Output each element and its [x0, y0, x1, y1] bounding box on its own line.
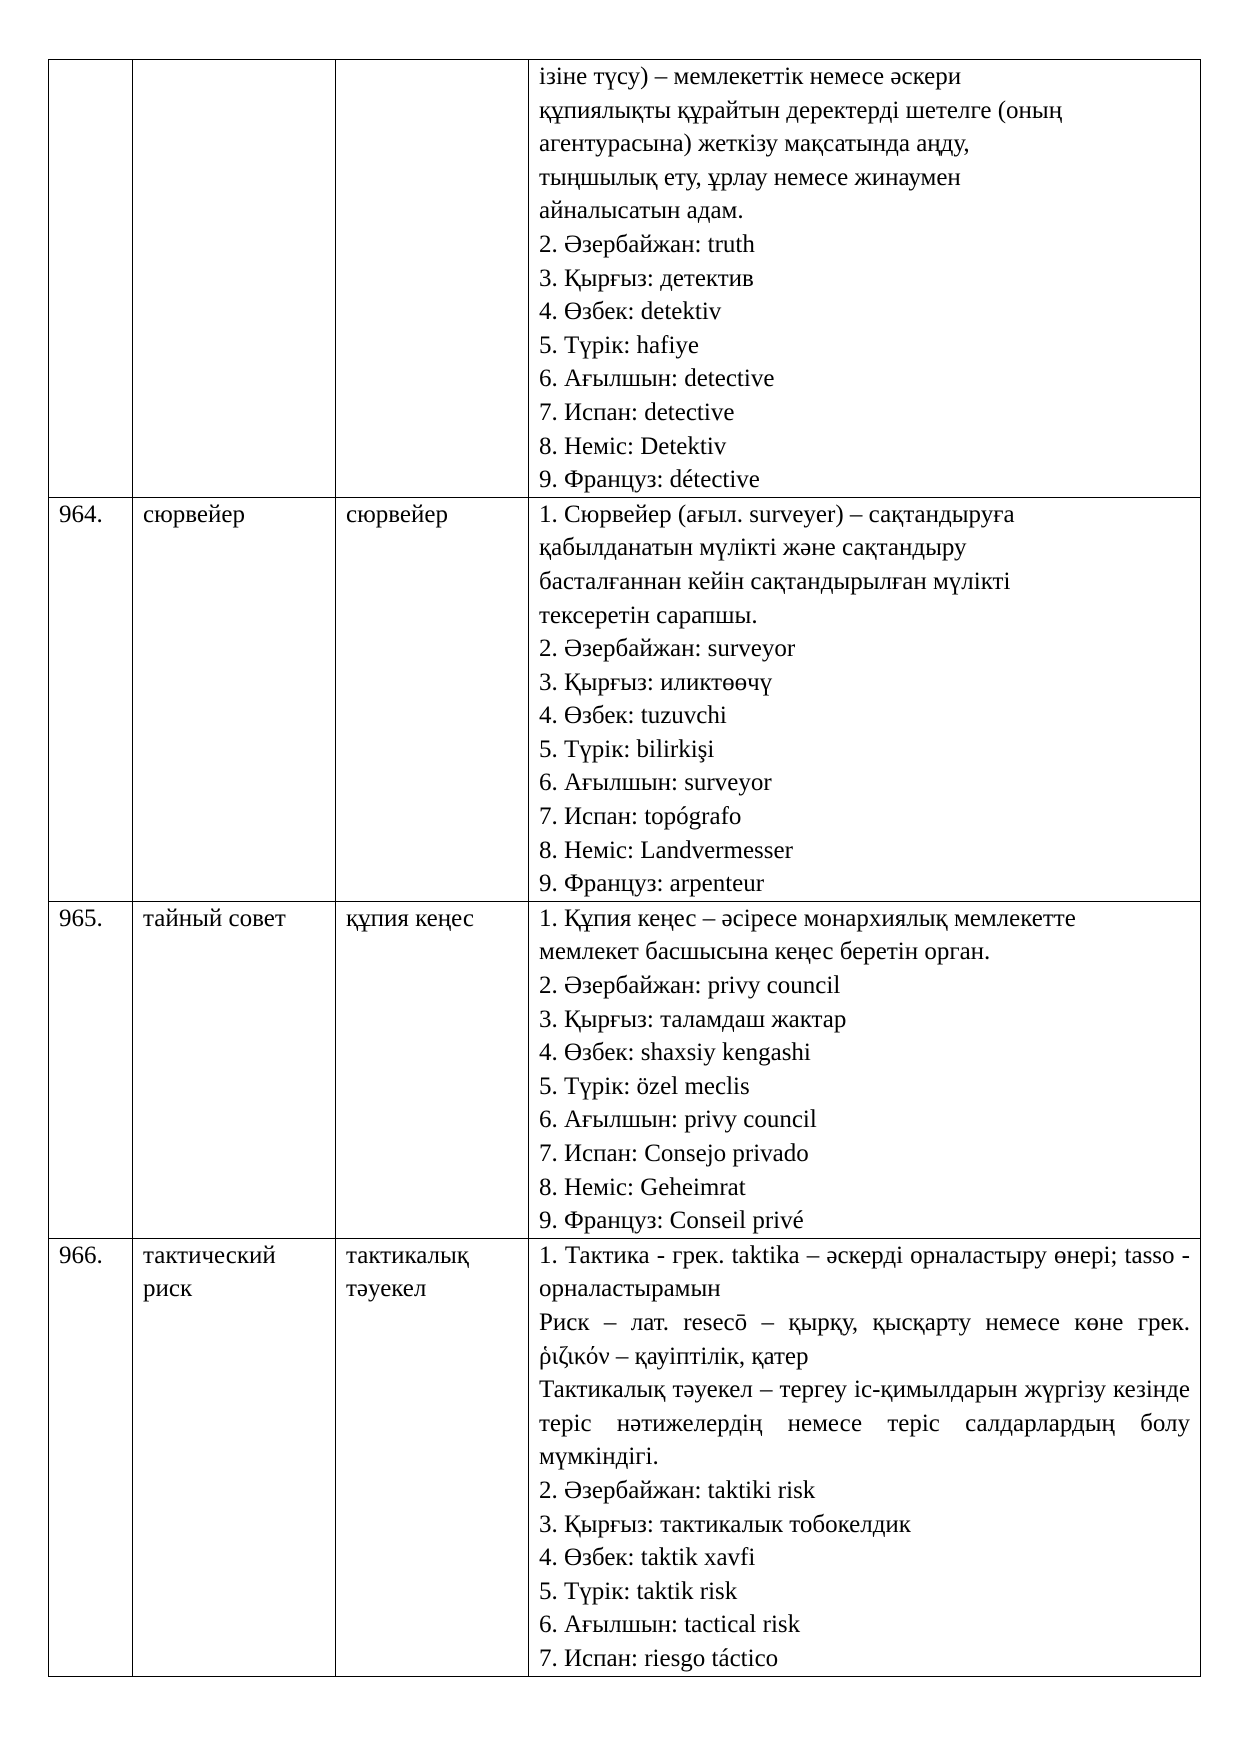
translation-azerbaijani: 2. Әзербайжан: surveyor — [539, 635, 796, 663]
description-line: тыңшылық ету, ұрлау немесе жинаумен — [539, 163, 961, 191]
entry-number — [49, 60, 133, 498]
table-row — [49, 497, 1201, 901]
table-row — [49, 1238, 1201, 1676]
description-line: 1. Құпия кеңес – әсіресе монархиялық мемлекетте — [539, 904, 1076, 932]
entry-number: 966. — [49, 1238, 133, 1676]
translation-turkish: 5. Түрік: taktik risk — [539, 1577, 738, 1605]
translation-german: 8. Неміс: Detektiv — [539, 432, 727, 460]
russian-term: тайный совет — [133, 901, 336, 1238]
translation-uzbek: 4. Өзбек: tuzuvchi — [539, 702, 727, 730]
description-line: айналысатын адам. — [539, 197, 744, 225]
translation-azerbaijani: 2. Әзербайжан: privy council — [539, 972, 841, 1000]
entry-number: 964. — [49, 497, 133, 901]
entry-description — [529, 60, 1201, 498]
description-line: қабылданатын мүлікті және сақтандыру — [539, 534, 967, 562]
translation-uzbek: 4. Өзбек: taktik xavfi — [539, 1544, 756, 1572]
description-line: тексеретін сарапшы. — [539, 601, 758, 629]
description-line: ізіне түсу) – мемлекеттік немесе әскери — [539, 63, 962, 90]
kazakh-term: сюрвейер — [336, 497, 529, 901]
entry-number: 965. — [49, 901, 133, 1238]
translation-azerbaijani: 2. Әзербайжан: truth — [539, 230, 755, 258]
kazakh-term: құпия кеңес — [336, 901, 529, 1238]
entry-description — [529, 497, 1201, 901]
etymology-paragraph: Риск – лат. resecō – қырқу, қысқарту немесе көне грек. ῥιζικόν – қауіптілік, қатер — [539, 1308, 1190, 1370]
translation-azerbaijani: 2. Әзербайжан: taktiki risk — [539, 1476, 816, 1504]
translation-spanish: 7. Испан: riesgo táctico — [539, 1644, 779, 1672]
description-line: мемлекет басшысына кеңес беретін орган. — [539, 938, 991, 966]
translation-spanish: 7. Испан: detective — [539, 398, 735, 426]
entry-description — [529, 1238, 1201, 1676]
translation-english: 6. Ағылшын: surveyor — [539, 769, 772, 797]
glossary-table — [48, 59, 1201, 1677]
translation-kyrgyz: 3. Қырғыз: таламдаш жактар — [539, 1005, 847, 1033]
translation-turkish: 5. Түрік: hafiye — [539, 331, 700, 359]
glossary-body — [49, 60, 1201, 1677]
translation-uzbek: 4. Өзбек: shaxsiy kengashi — [539, 1039, 811, 1067]
translation-german: 8. Неміс: Landvermesser — [539, 836, 793, 864]
table-row — [49, 60, 1201, 498]
russian-term — [133, 60, 336, 498]
translation-uzbek: 4. Өзбек: detektiv — [539, 298, 722, 326]
kazakh-term — [336, 60, 529, 498]
description-line: агентурасына) жеткізу мақсатында аңду, — [539, 130, 970, 158]
description-line: 1. Сюрвейер (ағыл. surveyer) – сақтандыруға — [539, 500, 1015, 528]
translation-kyrgyz: 3. Қырғыз: детектив — [539, 264, 754, 292]
translation-spanish: 7. Испан: topógrafo — [539, 803, 742, 831]
translation-german: 8. Неміс: Geheimrat — [539, 1173, 746, 1201]
etymology-paragraph: 1. Тактика - грек. taktika – әскерді орналастыру өнері; tasso - орналастырамын — [539, 1241, 1190, 1303]
translation-english: 6. Ағылшын: privy council — [539, 1106, 817, 1134]
translation-french: 9. Француз: Conseil privé — [539, 1207, 804, 1235]
definition-paragraph: Тактикалық тәуекел – тергеу іс-қимылдарын жүргізу кезінде теріс нәтижелердің немесе теріс салдарлардың болу мүмкіндігі. — [539, 1376, 1190, 1471]
translation-turkish: 5. Түрік: bilirkişi — [539, 735, 715, 763]
kazakh-term: тактикалық тәуекел — [336, 1238, 529, 1676]
translation-kyrgyz: 3. Қырғыз: иликтөөчү — [539, 668, 773, 696]
russian-term: тактический риск — [133, 1238, 336, 1676]
entry-description — [529, 901, 1201, 1238]
translation-english: 6. Ағылшын: tactical risk — [539, 1611, 801, 1639]
translation-english: 6. Ағылшын: detective — [539, 365, 775, 393]
translation-kyrgyz: 3. Қырғыз: тактикалык тобокелдик — [539, 1510, 911, 1538]
table-row — [49, 901, 1201, 1238]
translation-french: 9. Француз: arpenteur — [539, 870, 765, 898]
description-line: құпиялықты құрайтын деректерді шетелге (оның — [539, 96, 1063, 124]
translation-turkish: 5. Түрік: özel meclis — [539, 1072, 750, 1100]
description-line: басталғаннан кейін сақтандырылған мүлікті — [539, 567, 1011, 595]
translation-spanish: 7. Испан: Consejo privado — [539, 1140, 809, 1167]
translation-french: 9. Француз: détective — [539, 466, 760, 494]
russian-term: сюрвейер — [133, 497, 336, 901]
